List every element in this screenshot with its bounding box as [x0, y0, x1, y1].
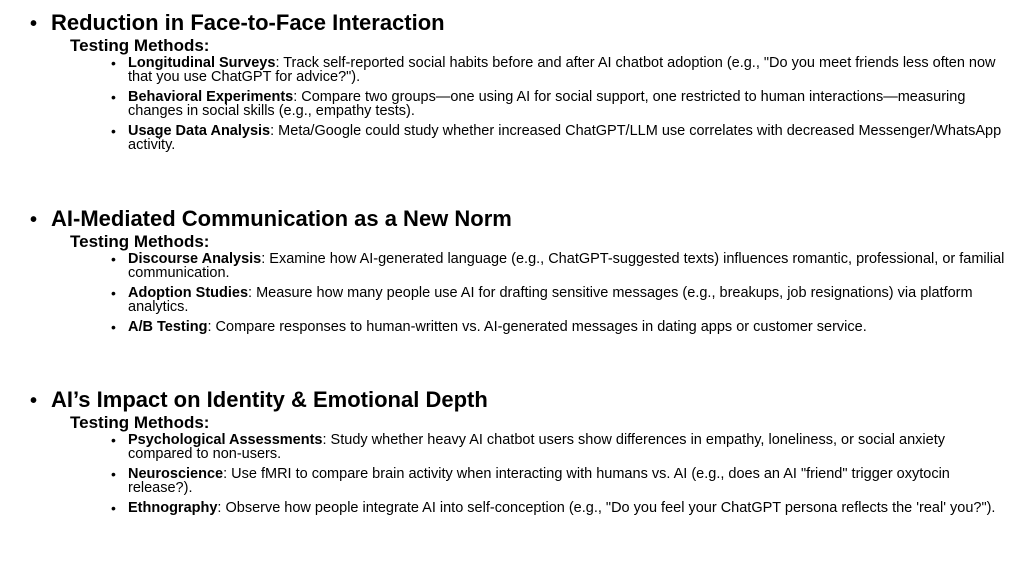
method-description: : Examine how AI-generated language (e.g., ChatGPT-suggested texts) influences romantic, professional, or familial communication.	[128, 251, 1005, 281]
list-item	[111, 321, 1011, 335]
bullet-icon: •	[111, 89, 116, 105]
list-item	[111, 57, 1011, 84]
list-item	[111, 125, 1011, 152]
bullet-icon: •	[30, 13, 38, 35]
testing-methods-label: Testing Methods:	[70, 232, 210, 251]
list-item	[111, 287, 1011, 314]
section-heading-text: AI’s Impact on Identity & Emotional Depth	[51, 387, 488, 412]
bullet-icon: •	[30, 390, 38, 412]
methods-list	[111, 253, 1011, 342]
method-description: : Compare responses to human-written vs. AI-generated messages in dating apps or customer service.	[207, 319, 867, 335]
method-term: A/B Testing	[128, 319, 208, 335]
methods-list	[111, 57, 1011, 159]
list-item	[111, 434, 1011, 461]
bullet-icon: •	[111, 55, 116, 71]
method-description: : Study whether heavy AI chatbot users show differences in empathy, loneliness, or social anxiety compared to non-users.	[128, 432, 945, 462]
method-term: Discourse Analysis	[128, 251, 262, 267]
method-description: : Meta/Google could study whether increased ChatGPT/LLM use correlates with decreased Messenger/WhatsApp activity.	[128, 123, 1002, 153]
method-term: Neuroscience	[128, 466, 224, 482]
bullet-icon: •	[111, 432, 116, 448]
list-item	[111, 468, 1011, 495]
section-heading	[30, 10, 445, 37]
bullet-icon: •	[111, 251, 116, 267]
section-heading	[30, 206, 512, 233]
bullet-icon: •	[111, 466, 116, 482]
method-term: Psychological Assessments	[128, 432, 323, 448]
section-heading-text: AI-Mediated Communication as a New Norm	[51, 206, 512, 231]
method-term: Longitudinal Surveys	[128, 55, 276, 71]
method-description: : Measure how many people use AI for drafting sensitive messages (e.g., breakups, job resignations) via platform analytics.	[128, 285, 973, 315]
bullet-icon: •	[30, 209, 38, 231]
method-description: : Compare two groups—one using AI for social support, one restricted to human interactions—measuring changes in social skills (e.g., empathy tests).	[128, 89, 966, 119]
list-item	[111, 91, 1011, 118]
list-item	[111, 253, 1011, 280]
method-term: Adoption Studies	[128, 285, 249, 301]
bullet-icon: •	[111, 123, 116, 139]
method-description: : Track self-reported social habits before and after AI chatbot adoption (e.g., "Do you meet friends less often now that you use ChatGPT for advice?").	[128, 55, 996, 85]
method-description: : Use fMRI to compare brain activity when interacting with humans vs. AI (e.g., does an AI "friend" trigger oxytocin release?).	[128, 466, 950, 496]
method-description: : Observe how people integrate AI into self-conception (e.g., "Do you feel your ChatGPT persona reflects the 'real' you?").	[217, 500, 996, 516]
section-heading-text: Reduction in Face-to-Face Interaction	[51, 10, 445, 35]
testing-methods-label: Testing Methods:	[70, 413, 210, 432]
methods-list	[111, 434, 1011, 523]
section-heading	[30, 387, 488, 414]
testing-methods-label: Testing Methods:	[70, 36, 210, 55]
bullet-icon: •	[111, 285, 116, 301]
method-term: Usage Data Analysis	[128, 123, 271, 139]
list-item	[111, 502, 1011, 516]
method-term: Ethnography	[128, 500, 218, 516]
method-term: Behavioral Experiments	[128, 89, 294, 105]
bullet-icon: •	[111, 319, 116, 335]
bullet-icon: •	[111, 500, 116, 516]
